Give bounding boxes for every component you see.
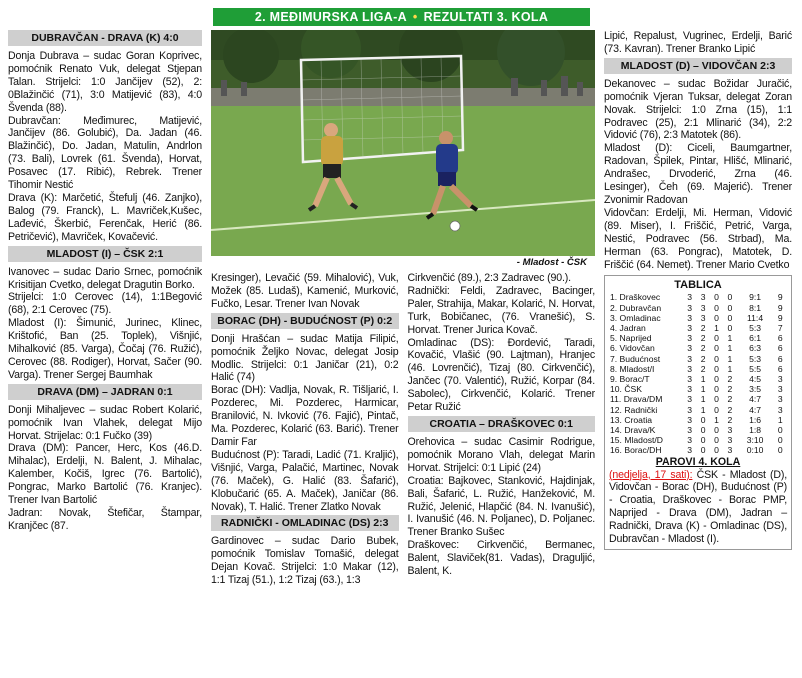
team-name: 9. Borac/T xyxy=(610,374,650,385)
table-cell: 3 xyxy=(727,425,733,436)
team-lineup: Mladost (I): Šimunić, Jurinec, Klinec, Krištofić, Ban (25. Toplek), Višnjić, Mihalković (85. Varga), Čočaj (76. Ružić), Cerovec (88. Rodiger), Horvat, Sačer (90. Varga). Trener Sergej Baumhak xyxy=(8,317,202,381)
column-2 xyxy=(211,272,399,587)
team-lineup: Drava (K): Marčetić, Štefulj (46. Zanjko), Balog (79. Franck), L. Mavriček,Kušec, Lađević, Škerbić, Ferenčak, Herić (86. Petričević), Mavriček, Kovačević. xyxy=(8,191,202,243)
table-cell: 1 xyxy=(714,323,719,334)
standings-table xyxy=(609,292,787,455)
table-cell: 0 xyxy=(714,312,719,323)
team-name: 7. Budućnost xyxy=(610,353,661,364)
table-cell: 11:4 xyxy=(747,312,764,323)
section-title xyxy=(213,8,590,26)
table-cell: 3 xyxy=(687,343,693,354)
table-cell: 3 xyxy=(700,292,706,303)
table-cell: 3 xyxy=(687,323,693,334)
team-lineup: Lipić, Repalust, Vugrinec, Erdelji, Barić (73. Kavran). Trener Branko Lipić xyxy=(604,30,792,55)
table-cell: 0 xyxy=(727,292,733,303)
table-cell: 4:7 xyxy=(749,394,762,405)
table-row xyxy=(609,445,787,455)
table-row xyxy=(609,415,787,425)
table-cell: 3 xyxy=(687,374,693,385)
table-cell: 3 xyxy=(777,394,783,405)
team-name: 10. ČSK xyxy=(610,384,643,395)
match-report: Donji Mihaljevec – sudac Robert Kolarić, pomoćnik Ivan Vlahek, delegat Mijo Horvat. Strijelac: 0:1 Fučko (39) xyxy=(8,403,202,442)
table-cell: 0:10 xyxy=(746,445,764,456)
table-cell: 0 xyxy=(777,435,783,446)
table-row xyxy=(609,292,787,302)
table-cell: 3:5 xyxy=(749,384,762,395)
table-cell: 6 xyxy=(777,333,783,344)
match-report: Dekanovec – sudac Božidar Juračić, pomoćnik Vjeran Tuksar, delegat Zoran Novak. Strijelci: 1:0 Zrna (15), 1:1 Podravec (25), 2:1 Mlinarić (34), 2:2 Vidović (76), 2:3 Matotek (86). xyxy=(604,77,792,142)
pairs-title: PAROVI 4. KOLA xyxy=(655,455,741,468)
table-cell: 3 xyxy=(687,414,693,425)
table-cell: 0 xyxy=(714,374,719,385)
round-title: REZULTATI 3. KOLA xyxy=(423,10,549,24)
table-cell: 1:8 xyxy=(749,425,762,436)
match-header: MLADOST (I) – ČSK 2:1 xyxy=(8,246,202,262)
team-name: 14. Drava/K xyxy=(610,425,656,436)
table-cell: 3 xyxy=(777,404,783,415)
table-cell: 2 xyxy=(700,343,706,354)
table-cell: 3 xyxy=(687,312,693,323)
table-cell: 3 xyxy=(687,302,693,313)
table-cell: 3 xyxy=(687,384,693,395)
table-row xyxy=(609,323,787,333)
table-cell: 2 xyxy=(700,353,706,364)
table-cell: 0 xyxy=(714,302,719,313)
table-cell: 6 xyxy=(777,363,783,374)
league-title: 2. MEĐIMURSKA LIGA-A xyxy=(254,10,407,24)
match-report: Orehovica – sudac Casimir Rodrigue, pomoćnik Morano Vlah, delegat Marin Horvat. Strijelci: 0:1 Lipić (24) xyxy=(407,435,595,474)
table-cell: 9:1 xyxy=(749,292,762,303)
table-row xyxy=(609,364,787,374)
table-cell: 0 xyxy=(714,425,719,436)
table-cell: 3 xyxy=(687,292,693,303)
football-photo-illustration xyxy=(211,30,595,256)
table-cell: 3 xyxy=(687,425,693,436)
table-cell: 3 xyxy=(687,445,693,456)
separator-dot: • xyxy=(412,10,418,24)
table-cell: 4:5 xyxy=(749,374,762,385)
table-cell: 0 xyxy=(777,445,783,456)
team-name: 13. Croatia xyxy=(610,414,653,425)
table-row xyxy=(609,425,787,435)
match-photo xyxy=(211,30,595,256)
table-cell: 0 xyxy=(727,302,733,313)
table-cell: 3 xyxy=(727,445,733,456)
table-row xyxy=(609,384,787,394)
table-cell: 1 xyxy=(777,414,783,425)
table-cell: 8:1 xyxy=(749,302,762,313)
table-cell: 3 xyxy=(687,404,693,415)
table-cell: 9 xyxy=(777,302,783,313)
table-row xyxy=(609,354,787,364)
table-cell: 2 xyxy=(700,363,706,374)
next-round-title xyxy=(609,456,787,469)
table-cell: 0 xyxy=(727,323,733,334)
table-cell: 0 xyxy=(714,353,719,364)
table-cell: 5:5 xyxy=(749,363,762,374)
table-cell: 0 xyxy=(714,292,719,303)
table-cell: 1 xyxy=(700,384,706,395)
table-cell: 1 xyxy=(727,363,733,374)
table-cell: 0 xyxy=(700,425,706,436)
team-lineup: Drava (DM): Pancer, Herc, Kos (46.D. Mihalac), Erdelji, N. Balent, J. Mihalac, Kalember, Kočiš, Igrec (76. Bartolić), Pongrac, Marko Bartolić (76. Kranjec). Trener Ivan Bartolić xyxy=(8,442,202,507)
table-cell: 3 xyxy=(687,353,693,364)
table-cell: 6 xyxy=(777,353,783,364)
team-name: 16. Borac/DH xyxy=(610,445,662,456)
scorers: Cirkvenčić (89.), 2:3 Zadravec (90.). xyxy=(407,272,571,284)
table-cell: 0 xyxy=(714,435,719,446)
table-cell: 2 xyxy=(727,374,733,385)
team-lineup: Croatia: Bajkovec, Stanković, Hajdinjak, Bali, Šafarić, L. Ružić, Hanžeković, M. Ružić, Jelenić, Hlapčić (84. N. Ivanušić), I. Ivanušić (46. N. Poljanec), D. Poljanec. Trener Branko Sušec xyxy=(407,474,595,539)
table-cell: 1 xyxy=(700,394,706,405)
next-round-fixtures xyxy=(609,469,787,546)
table-cell: 3 xyxy=(687,363,693,374)
table-cell: 4:7 xyxy=(749,404,762,415)
table-cell: 3 xyxy=(777,384,783,395)
table-cell: 0 xyxy=(700,414,706,425)
table-cell: 6:1 xyxy=(749,333,762,344)
table-cell: 0 xyxy=(714,333,719,344)
table-cell: 2 xyxy=(727,384,733,395)
table-row xyxy=(609,313,787,323)
table-cell: 1:6 xyxy=(749,414,762,425)
team-lineup: Omladinac (DS): Đordević, Taradi, Kovačić, Vlašić (90. Lajtman), Hranjec (46. Lovrenčić), Tizaj (80. Cirkvenčić), Jančec (70. Valentić), Ružić, Korpar (84. Sabolec), Cirkvenčić, Kolarić. Trener Petar Ružić xyxy=(407,336,595,414)
table-row xyxy=(609,303,787,313)
table-cell: 5:3 xyxy=(749,323,762,334)
table-cell: 3 xyxy=(700,312,706,323)
table-cell: 0 xyxy=(777,425,783,436)
photo-caption: - Mladost - ČSK xyxy=(516,257,587,268)
table-cell: 0 xyxy=(700,445,706,456)
table-cell: 0 xyxy=(714,343,719,354)
table-cell: 6:3 xyxy=(749,343,762,354)
table-cell: 2 xyxy=(727,414,733,425)
table-cell: 0 xyxy=(714,445,719,456)
table-cell: 1 xyxy=(700,404,706,415)
team-lineup: Jadran: Novak, Štefičar, Štampar, Kranjčec (87. xyxy=(8,507,202,532)
team-name: 4. Jadran xyxy=(610,323,646,334)
match-header: DRAVA (DM) – JADRAN 0:1 xyxy=(8,384,202,400)
table-cell: 3 xyxy=(727,435,733,446)
table-cell: 0 xyxy=(714,394,719,405)
table-cell: 1 xyxy=(714,414,719,425)
table-cell: 3 xyxy=(687,394,693,405)
table-row xyxy=(609,394,787,404)
pairs-date: (nedjelja, 17 sati): xyxy=(609,468,693,481)
standings-box xyxy=(604,275,792,550)
table-cell: 1 xyxy=(727,353,733,364)
table-cell: 0 xyxy=(714,384,719,395)
table-cell: 6 xyxy=(777,343,783,354)
team-name: 11. Drava/DM xyxy=(610,394,663,405)
table-cell: 0 xyxy=(700,435,706,446)
match-header: MLADOST (D) – VIDOVČAN 2:3 xyxy=(604,58,792,74)
team-lineup: Draškovec: Cirkvenčić, Bermanec, Balent, Slaviček(81. Vadas), Draguljić, Balent, K. xyxy=(407,539,595,578)
table-cell: 2 xyxy=(700,333,706,344)
column-1 xyxy=(8,30,202,533)
team-name: 8. Mladost/I xyxy=(610,363,655,374)
table-cell: 3 xyxy=(687,333,693,344)
table-cell: 1 xyxy=(727,333,733,344)
team-lineup: Borac (DH): Vadlja, Novak, R. Tišljarić, I. Pozderec, Mi. Pozderec, Harmicar, Branilović, N. Ivković (76. Fajić), Pintač, Ma. Pozderec, Kolarić (63. Barić). Trener Damir Far xyxy=(211,384,399,448)
table-cell: 2 xyxy=(700,323,706,334)
match-report: Donja Dubrava – sudac Goran Koprivec, pomoćnik Renato Vuk, delegat Stjepan Talan. Strijelci: 1:0 Jančijev (52), 2: 0Blažinčić (71), 3:0 Matijević (83), 4:0 Švenda (88). xyxy=(8,50,202,114)
table-cell: 9 xyxy=(777,312,783,323)
table-row xyxy=(609,333,787,343)
team-lineup: Vidovčan: Erdelji, Mi. Herman, Vidović (89. Miser), I. Friščić, Petrić, Varga, Nestić, Podravec (56. Strbad), Ma. Herman (63. Pongrac), Matotek, D. Friščić (64. Nemet). Trener Mario Cvetko xyxy=(604,206,792,271)
table-row xyxy=(609,343,787,353)
table-cell: 1 xyxy=(700,374,706,385)
team-name: 5. Naprijed xyxy=(610,333,652,344)
pairs-list: ČSK - Mladost (D), Vidovčan - Borac (DH), Budućnost (P) - Croatia, Draškovec - Borac PMP, Naprijed - Drava (DM), Jadran – Radnički, Drava (K) - Omladinac (DS), Dubravčan - Mladost (I). xyxy=(609,468,788,546)
table-cell: 9 xyxy=(777,292,783,303)
team-lineup: Mladost (D): Ciceli, Baumgartner, Radovan, Špilek, Pintar, Hlišć, Mlinarić, Andrašec, Drvoderić, Zrna (46. Lesinger), Čeh (69. Majerić). Trener Zvonimir Radovan xyxy=(604,142,792,206)
team-lineup: Dubravčan: Međimurec, Matijević, Jančijev (86. Golubić), Da. Jadan (46. Blažinčić), Do. Jadan, Matulin, Andrlon (73. Bali), Lovrek (61. Švenda), Horvat, Posavec (17. Ribić), Rebrek. Trener Tihomir Nestić xyxy=(8,114,202,192)
table-cell: 5:3 xyxy=(749,353,762,364)
match-header: BORAC (DH) - BUDUĆNOST (P) 0:2 xyxy=(211,313,399,329)
match-report: Gardinovec – sudac Dario Bubek, pomoćnik Tomislav Tomašić, delegat Dejan Kovač. Strijelci: 1:0 Makar (12), 1:1 Tizaj (51.), 1:2 Tizaj (63.), 1:3 xyxy=(211,535,399,587)
middle-columns xyxy=(211,30,595,587)
table-cell: 7 xyxy=(777,323,783,334)
team-name: 2. Dubravčan xyxy=(610,302,662,313)
team-lineup: Kresinger), Levačić (59. Mihalović), Vuk, Možek (85. Ludaš), Kamenić, Murković, Fučko, Lesar. Trener Ivan Novak xyxy=(211,272,399,310)
table-cell: 2 xyxy=(727,394,733,405)
table-cell: 2 xyxy=(727,404,733,415)
team-name: 12. Radnički xyxy=(610,404,658,415)
header-banner xyxy=(0,0,802,26)
table-cell: 1 xyxy=(727,343,733,354)
match-report: Ivanovec – sudac Dario Srnec, pomoćnik Krisitijan Cvetko, delegat Dragutin Borko. xyxy=(8,265,202,291)
match-header: RADNIČKI - OMLADINAC (DS) 2:3 xyxy=(211,515,399,531)
table-cell: 3 xyxy=(687,435,693,446)
scorers: Strijelci: 1:0 Cerovec (14), 1:1Begović (68), 2:1 Cerovec (75). xyxy=(8,291,202,317)
team-lineup: Budućnost (P): Taradi, Ladić (71. Kraljić), Višnjić, Varga, Palačić, Martinec, Novak (76. Maček), G. Halić (83. Šafarić), Klobučarić (65. A. Maček), Janičar (86. Novak), T. Halić. Trener Zlatko Novak xyxy=(211,448,399,513)
team-name: 6. Vidovčan xyxy=(610,343,655,354)
standings-title: TABLICA xyxy=(674,279,722,292)
table-cell: 0 xyxy=(714,404,719,415)
match-header: CROATIA – DRAŠKOVEC 0:1 xyxy=(408,416,596,432)
table-cell: 3 xyxy=(700,302,706,313)
team-name: 1. Draškovec xyxy=(610,292,661,303)
team-name: 15. Mladost/D xyxy=(610,435,664,446)
match-report: Donji Hrašćan – sudac Matija Filipić, pomoćnik Željko Novac, delegat Josip Modlic. Strijelci: 0:1 Janičar (21), 0:2 Halić (74) xyxy=(211,332,399,384)
team-lineup: Radnički: Feldi, Zadravec, Bacinger, Paler, Strahija, Makar, Kolarić, N. Horvat, Turk, Bobičanec, (76. Vranešić), S. Horvat. Trener Jurica Kovač. xyxy=(407,284,595,336)
table-row xyxy=(609,374,787,384)
table-cell: 3 xyxy=(777,374,783,385)
match-header: DUBRAVČAN - DRAVA (K) 4:0 xyxy=(8,30,202,46)
column-4 xyxy=(604,30,792,550)
table-cell: 0 xyxy=(714,363,719,374)
table-cell: 3:10 xyxy=(746,435,764,446)
team-name: 3. Omladinac xyxy=(610,312,661,323)
table-row xyxy=(609,405,787,415)
column-3 xyxy=(408,272,596,587)
table-cell: 0 xyxy=(727,312,733,323)
table-row xyxy=(609,435,787,445)
